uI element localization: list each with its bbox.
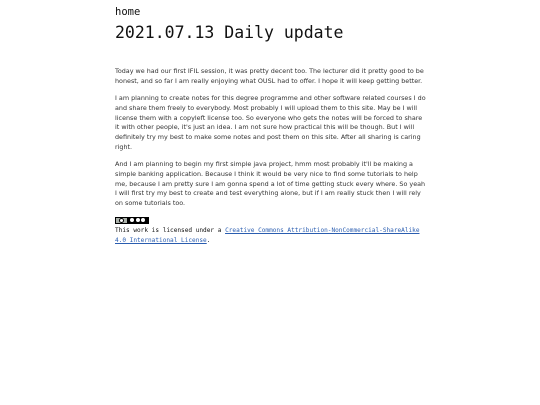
license-notice [115,226,428,247]
home-link[interactable]: home [115,6,141,18]
post-paragraph: I am planning to create notes for this degree programme and other software related courses I do and share them freely to everybody. Most probably I will upload them to this site. May be I will license them with a copyleft license too. So everyone who gets the notes will be forced to share it with other people, it's just an idea. I am not sure how practical this will be though. But I will definitely try my best to make some notes and post them on this site. After all sharing is caring right. [115,94,426,151]
cc-by-nc-sa-badge-icon[interactable] [115,217,149,224]
main-content [115,6,428,246]
license-suffix: . [206,236,211,244]
post-title: 2021.07.13 Daily update [115,23,344,42]
license-link[interactable]: Creative Commons Attribution-NonCommercial-ShareAlike 4.0 International License [115,226,420,244]
post-paragraph: Today we had our first IFIL session, it was pretty decent too. The lecturer did it pretty good to be honest, and so far I am really enjoying what OUSL had to offer. I hope it will keep getting better. [115,67,424,85]
post-paragraph: And I am planning to begin my first simple java project, hmm most probably it'll be making a simple banking application. Because I think it would be very nice to find some tutorials to help me, because I am pretty sure I am gonna spend a lot of time getting stuck every where. So yeah I will first try my best to create and test everything alone, but if I am really stuck then I will rely on some tutorials too. [115,160,426,208]
license-prefix: This work is licensed under a [115,226,226,234]
post-body [115,67,428,209]
